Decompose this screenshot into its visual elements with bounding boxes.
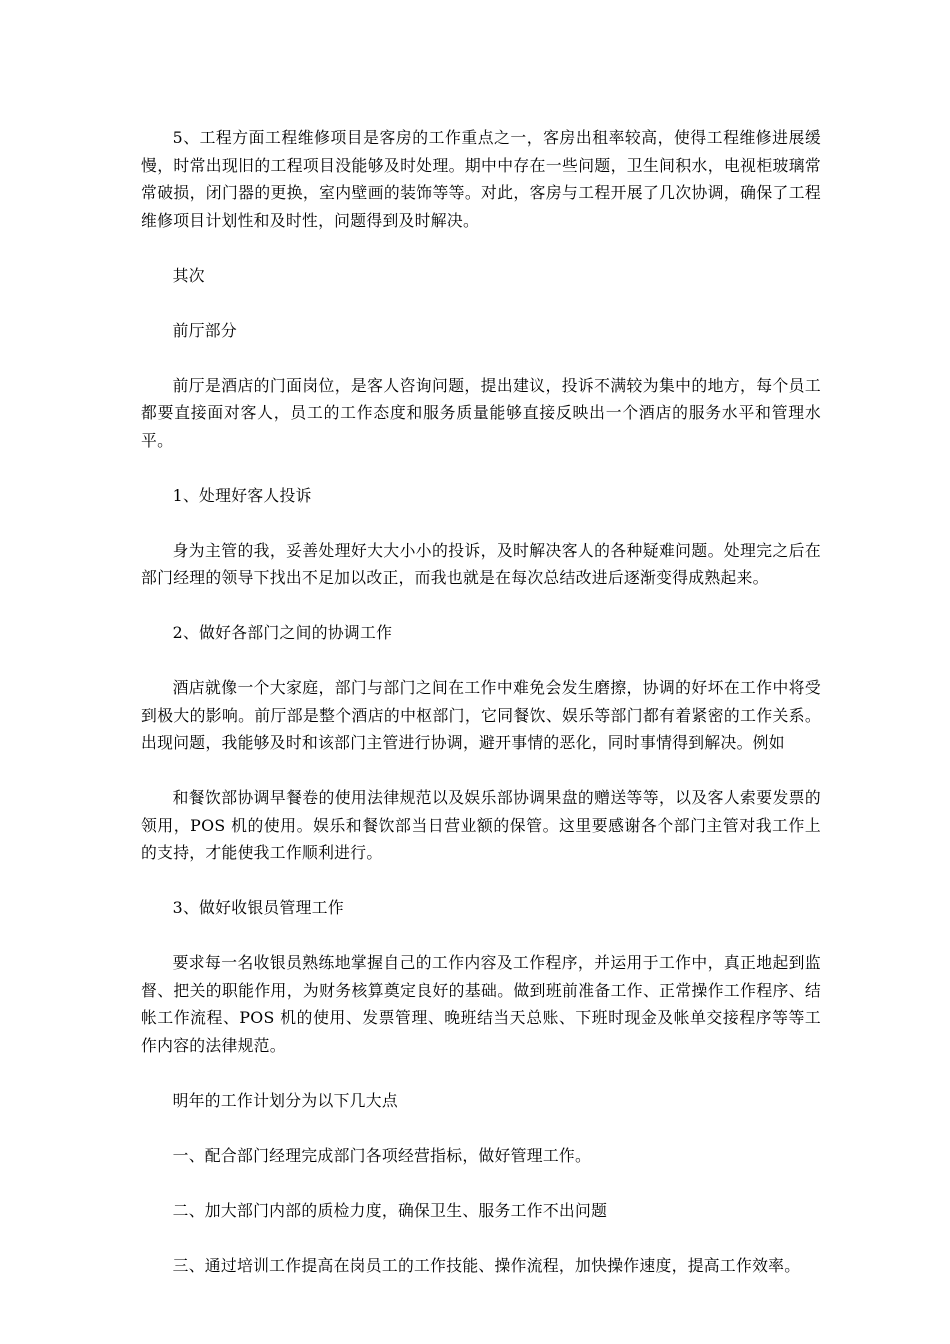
- document-body: [141, 124, 821, 1279]
- plan-item-2: 二、加大部门内部的质检力度，确保卫生、服务工作不出问题: [172, 1200, 608, 1220]
- paragraph-front-desk-intro: 前厅是酒店的门面岗位，是客人咨询问题，提出建议，投诉不满较为集中的地方，每个员工都要直接面对客人，员工的工作态度和服务质量能够直接反映出一个酒店的服务水平和管理水平。: [141, 375, 821, 450]
- plan-item-3: 三、通过培训工作提高在岗员工的工作技能、操作流程，加快操作速度，提高工作效率。: [172, 1255, 801, 1275]
- paragraph-coordination: 酒店就像一个大家庭，部门与部门之间在工作中难免会发生磨擦，协调的好坏在工作中将受到极大的影响。前厅部是整个酒店的中枢部门，它同餐饮、娱乐等部门都有着紧密的工作关系。出现问题，我能够及时和该部门主管进行协调，避开事情的恶化，同时事情得到解决。例如: [141, 678, 821, 752]
- paragraph-coordination-examples: 和餐饮部协调早餐卷的使用法律规范以及娱乐部协调果盘的赠送等等，以及客人索要发票的领用，POS 机的使用。娱乐和餐饮部当日营业额的保管。这里要感谢各个部门主管对我工作上的支持，才能使我工作顺利进行。: [141, 788, 821, 862]
- paragraph-complaints: 身为主管的我，妥善处理好大大小小的投诉，及时解决客人的各种疑难问题。处理完之后在部门经理的领导下找出不足加以改正，而我也就是在每次总结改进后逐渐变得成熟起来。: [141, 540, 821, 587]
- item-heading-complaints: 1、处理好客人投诉: [172, 485, 312, 505]
- paragraph-engineering-maintenance: 5、工程方面工程维修项目是客房的工作重点之一，客房出租率较高，使得工程维修进展缓慢，时常出现旧的工程项目没能够及时处理。期中中存在一些问题，卫生间积水，电视柜玻璃常常破损，闭门器的更换，室内壁画的装饰等等。对此，客房与工程开展了几次协调，确保了工程维修项目计划性和及时性，问题得到及时解决。: [141, 128, 821, 230]
- section-heading-next-year-plan: 明年的工作计划分为以下几大点: [172, 1090, 398, 1110]
- item-heading-coordination: 2、做好各部门之间的协调工作: [172, 623, 393, 642]
- item-heading-cashier-management: 3、做好收银员管理工作: [172, 898, 344, 917]
- section-heading-front-desk: 前厅部分: [172, 320, 237, 340]
- paragraph-secondly: 其次: [172, 265, 205, 285]
- plan-item-1: 一、配合部门经理完成部门各项经营指标，做好管理工作。: [172, 1145, 592, 1165]
- paragraph-cashier-management: 要求每一名收银员熟练地掌握自己的工作内容及工作程序，并运用于工作中，真正地起到监督、把关的职能作用，为财务核算奠定良好的基础。做到班前准备工作、正常操作工作程序、结帐工作流程、POS 机的使用、发票管理、晚班结当天总账、下班时现金及帐单交接程序等等工作内容的法律规范。: [141, 953, 821, 1055]
